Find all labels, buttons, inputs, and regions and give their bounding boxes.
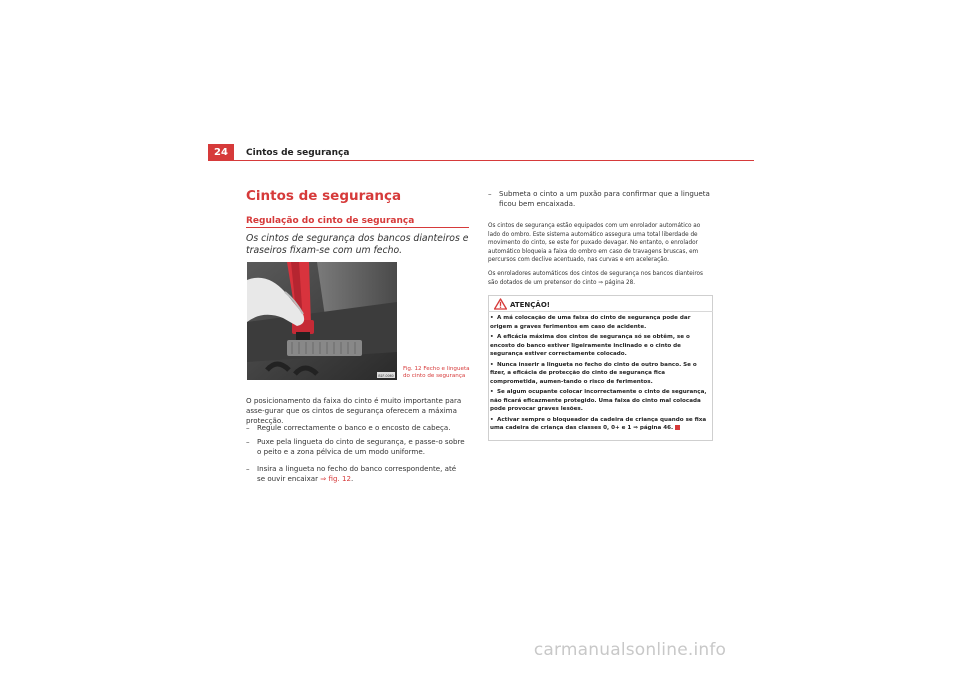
figure-code: B1F-0060 — [378, 374, 394, 378]
intro-paragraph: O posicionamento da faixa do cinto é muito importante para asse-gurar que os cintos de segurança oferecem a máxima protecção. — [246, 396, 462, 426]
header-rule — [208, 160, 754, 161]
lead-paragraph: Os cintos de segurança dos bancos dianteiros e traseiros fixam-se com um fecho. — [246, 233, 469, 256]
subsection-rule — [246, 227, 469, 228]
step-item — [246, 423, 466, 433]
pretensioner-note: Os enroladores automáticos dos cintos de segurança nos bancos dianteiros são dotados de um pretensor do cinto ⇒ página 28. — [488, 271, 703, 286]
watermark: carmanualsonline.info — [533, 640, 727, 660]
step-item — [246, 437, 466, 457]
step-item — [246, 464, 466, 484]
step-dash: – — [246, 437, 250, 446]
figure-caption — [403, 366, 470, 380]
warning-triangle-icon — [494, 298, 507, 310]
warning-bullet: • — [490, 361, 494, 368]
step-dash: – — [246, 464, 250, 473]
retractor-note: Os cintos de segurança estão equipados com um enrolador automático ao lado do ombro. Este sistema automático assegura uma total liberdade de movimento do cinto, se este for puxado devagar. No entanto, o enrolador automático bloqueia a faixa do ombro em caso de travagens bruscas, em percursos com declive acentuado, nas curvas e em aceleração. — [488, 223, 701, 264]
section-title: Cintos de segurança — [246, 188, 402, 204]
subsection-title: Regulação do cinto de segurança — [246, 216, 415, 226]
warning-bullet: • — [490, 334, 494, 341]
warning-item — [490, 416, 710, 433]
step-dash: – — [246, 423, 250, 432]
figure-link[interactable]: ⇒ fig. 12 — [320, 474, 352, 484]
warning-rule — [488, 311, 713, 312]
warning-item — [490, 333, 710, 359]
step-text-wrap: Insira a lingueta no fecho do banco correspondente, até se ouvir encaixar ⇒ fig. 12. — [257, 464, 457, 484]
step-text: Regule correctamente o banco e o encosto de cabeça. — [257, 423, 451, 432]
warning-bullet: • — [490, 389, 494, 396]
warning-text: A eficácia máxima dos cintos de segurança só se obtêm, se o encosto do banco estiver ligeiramente inclinado e o cinto de segurança estiver correctamente colocado. — [490, 334, 690, 358]
warning-list — [490, 314, 710, 435]
warning-text: A má colocação de uma faixa do cinto de segurança pode dar origem a graves ferimentos em caso de acidente. — [490, 315, 691, 330]
step-item — [488, 189, 712, 209]
warning-text: Nunca inserir a lingueta no fecho do cinto de outro banco. Se o fizer, a eficácia de protecção do cinto de segurança fica comprometida, aumen-tando o risco de ferimentos. — [490, 361, 697, 385]
figure-caption-line1: Fig. 12 Fecho e lingueta — [403, 366, 470, 372]
warning-item — [490, 361, 710, 387]
warning-bullet: • — [490, 416, 494, 423]
warning-text: Activar sempre o bloqueador da cadeira de criança quando se fixa uma cadeira de criança das classes 0, 0+ e 1 ⇒ página 46. — [490, 416, 707, 432]
step-text: Submeta o cinto a um puxão para confirmar que a lingueta ficou bem encaixada. — [499, 189, 710, 209]
warning-item — [490, 388, 710, 414]
step-dash: – — [488, 189, 492, 198]
page-number: 24 — [208, 144, 234, 161]
step-text: Puxe pela lingueta do cinto de segurança, e passe-o sobre o peito e a zona pélvica de um modo uniforme. — [257, 437, 465, 457]
warning-item — [490, 314, 710, 331]
figure-caption-line2: do cinto de segurança — [403, 373, 466, 379]
step-text: Insira a lingueta no fecho do banco correspondente, até se ouvir encaixar — [257, 464, 457, 484]
warning-bullet: • — [490, 315, 494, 321]
header-title: Cintos de segurança — [246, 148, 350, 158]
seatbelt-photo — [247, 262, 397, 380]
warning-text: Se algum ocupante colocar incorrectamente o cinto de segurança, não ficará eficazmente protegido. Uma faixa do cinto mal colocada pode provocar graves lesões. — [490, 389, 707, 413]
end-of-section-mark — [675, 425, 680, 430]
warning-title: ATENÇÃO! — [510, 301, 550, 309]
